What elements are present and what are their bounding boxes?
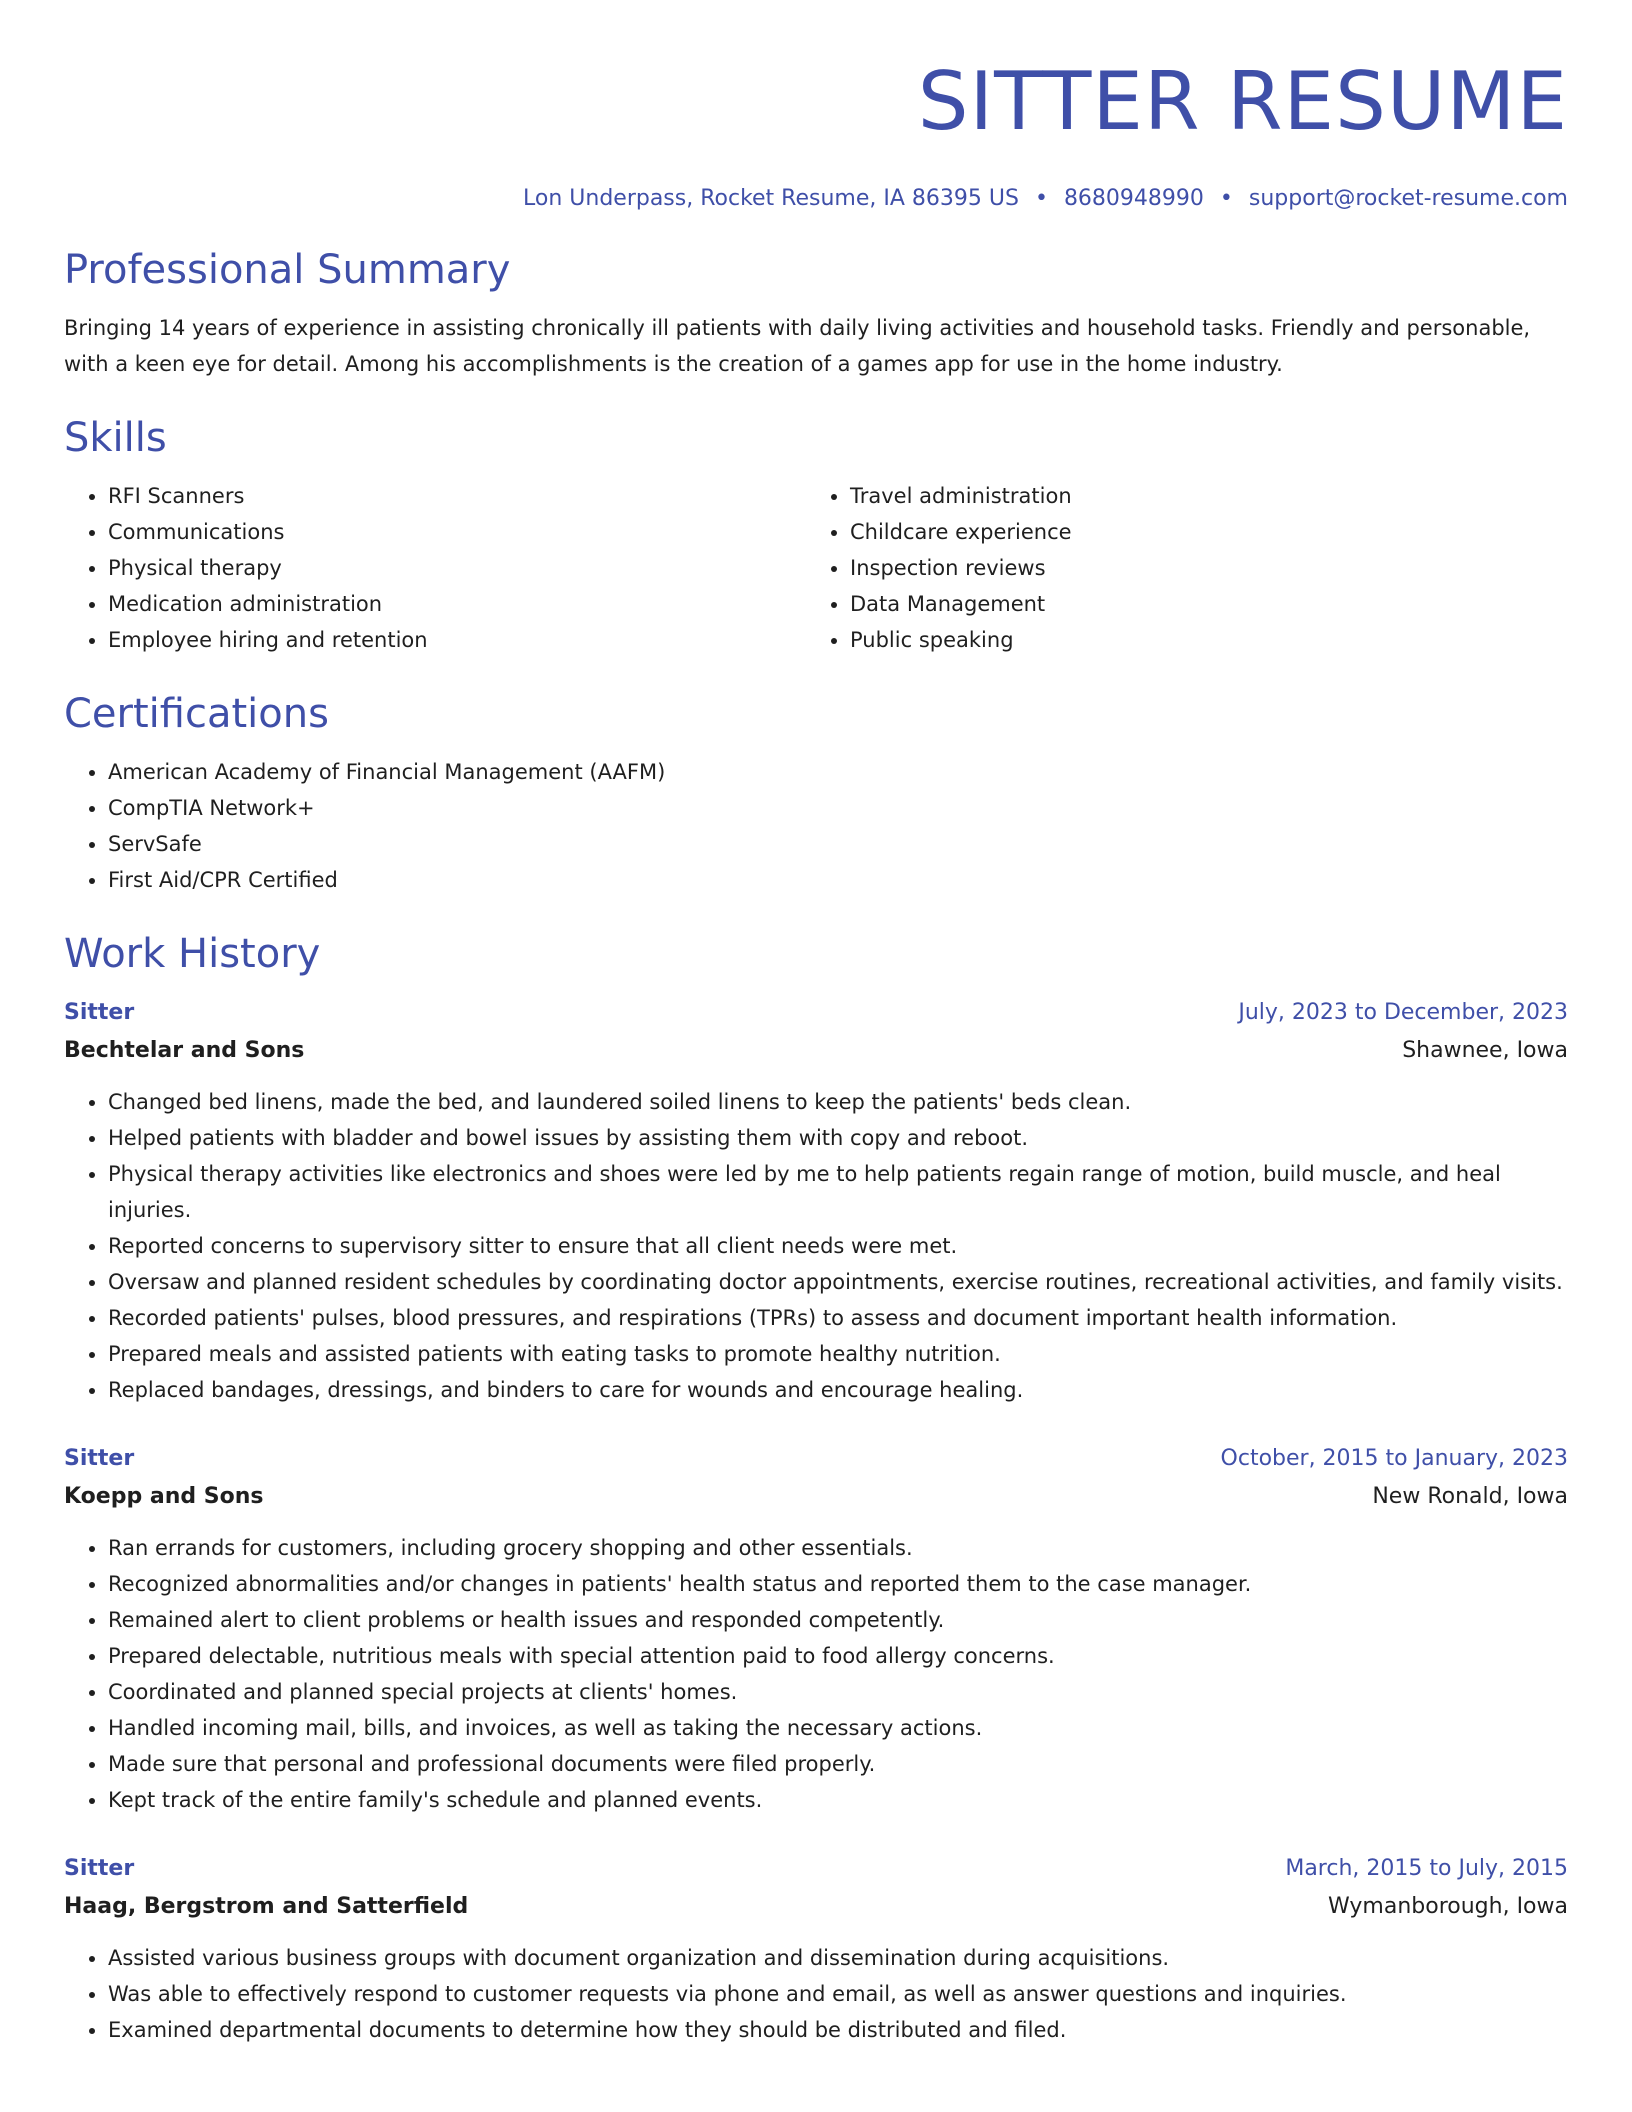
skills-columns (64, 478, 1568, 658)
certifications-section (64, 688, 1568, 898)
job-bullet-list (64, 1940, 1568, 2048)
job-entry (64, 994, 1568, 1408)
job-bullet: • Reported concerns to supervisory sitter to ensure that all client needs were met. (108, 1228, 1568, 1264)
job-bullet: • Assisted various business groups with document organization and dissemination during acquisitions. (108, 1940, 1568, 1976)
certification-item: • ServSafe (108, 826, 1568, 862)
job-bullet: • Ran errands for customers, including grocery shopping and other essentials. (108, 1530, 1568, 1566)
work-history-heading: Work History (64, 931, 321, 977)
skill-item: • Physical therapy (108, 550, 806, 586)
job-bullet: • Replaced bandages, dressings, and binders to care for wounds and encourage healing. (108, 1372, 1568, 1408)
job-bullet: • Recognized abnormalities and/or changes in patients' health status and reported them to the case manager. (108, 1566, 1568, 1602)
job-bullet-list (64, 1084, 1568, 1408)
job-bullet: • Recorded patients' pulses, blood pressures, and respirations (TPRs) to assess and document important health information. (108, 1300, 1568, 1336)
certification-item: • CompTIA Network+ (108, 790, 1568, 826)
job-bullet: • Was able to effectively respond to customer requests via phone and email, as well as answer questions and inquiries. (108, 1976, 1568, 2012)
job-entry (64, 1850, 1568, 2048)
skill-item: • Employee hiring and retention (108, 622, 806, 658)
contact-email: support@rocket-resume.com (1248, 186, 1568, 211)
skills-section (64, 412, 1568, 658)
certification-item: • First Aid/CPR Certified (108, 862, 1568, 898)
skill-item: • Childcare experience (850, 514, 1548, 550)
work-history-section (64, 928, 1568, 2048)
skill-item: • Travel administration (850, 478, 1548, 514)
job-company: Haag, Bergstrom and Satterfield (64, 1894, 469, 1919)
job-bullet: • Made sure that personal and professional documents were filed properly. (108, 1746, 1568, 1782)
resume-title: SITTER RESUME (917, 55, 1568, 148)
contact-separator: • (1219, 186, 1233, 211)
job-bullet: • Oversaw and planned resident schedules by coordinating doctor appointments, exercise routines, recreational activities, and family visits. (108, 1264, 1568, 1300)
job-company-row (64, 1888, 1568, 1926)
skill-item: • RFI Scanners (108, 478, 806, 514)
job-header-row (64, 1440, 1568, 1478)
summary-heading: Professional Summary (64, 247, 511, 293)
skill-item: • Public speaking (850, 622, 1548, 658)
job-bullet: • Handled incoming mail, bills, and invoices, as well as taking the necessary actions. (108, 1710, 1568, 1746)
job-bullet: • Helped patients with bladder and bowel issues by assisting them with copy and reboot. (108, 1120, 1568, 1156)
skills-column-left (64, 478, 806, 658)
contact-line (64, 184, 1568, 214)
skill-item: • Communications (108, 514, 806, 550)
job-location: Wymanborough, Iowa (1328, 1894, 1568, 1919)
job-entry (64, 1440, 1568, 1818)
job-bullet: • Remained alert to client problems or health issues and responded competently. (108, 1602, 1568, 1638)
summary-text: Bringing 14 years of experience in assisting chronically ill patients with daily living activities and household tasks. Friendly and personable, with a keen eye for detail. Among his accomplishments is the creation of a games app for use in the home industry. (64, 316, 1531, 376)
skills-list-left (64, 478, 806, 658)
job-dates: July, 2023 to December, 2023 (1238, 1000, 1568, 1025)
resume-page (64, 0, 1568, 2048)
job-title: Sitter (64, 1000, 135, 1025)
summary-section (64, 244, 1568, 382)
contact-address: Lon Underpass, Rocket Resume, IA 86395 US (523, 186, 1019, 211)
contact-phone: 8680948990 (1063, 186, 1204, 211)
job-bullet: • Changed bed linens, made the bed, and laundered soiled linens to keep the patients' beds clean. (108, 1084, 1568, 1120)
job-bullet: • Kept track of the entire family's schedule and planned events. (108, 1782, 1568, 1818)
job-bullet-list (64, 1530, 1568, 1818)
skills-list-right (806, 478, 1548, 658)
skill-item: • Inspection reviews (850, 550, 1548, 586)
job-company: Bechtelar and Sons (64, 1038, 305, 1063)
job-bullet: • Prepared delectable, nutritious meals with special attention paid to food allergy concerns. (108, 1638, 1568, 1674)
certification-item: • American Academy of Financial Management (AAFM) (108, 754, 1568, 790)
job-bullet: • Prepared meals and assisted patients with eating tasks to promote healthy nutrition. (108, 1336, 1568, 1372)
job-header-row (64, 1850, 1568, 1888)
contact-separator: • (1034, 186, 1048, 211)
job-bullet: • Physical therapy activities like electronics and shoes were led by me to help patients regain range of motion, build muscle, and heal injuries. (108, 1156, 1568, 1228)
job-bullet: • Examined departmental documents to determine how they should be distributed and filed. (108, 2012, 1568, 2048)
job-title: Sitter (64, 1856, 135, 1881)
certifications-heading: Certifications (64, 691, 329, 737)
skill-item: • Data Management (850, 586, 1548, 622)
skills-heading: Skills (64, 415, 167, 461)
job-title: Sitter (64, 1446, 135, 1471)
job-header-row (64, 994, 1568, 1032)
job-company-row (64, 1032, 1568, 1070)
job-dates: October, 2015 to January, 2023 (1220, 1446, 1568, 1471)
certifications-list (64, 754, 1568, 898)
job-location: New Ronald, Iowa (1372, 1484, 1568, 1509)
job-dates: March, 2015 to July, 2015 (1285, 1856, 1568, 1881)
skills-column-right (806, 478, 1548, 658)
job-bullet: • Coordinated and planned special projects at clients' homes. (108, 1674, 1568, 1710)
job-company: Koepp and Sons (64, 1484, 264, 1509)
job-company-row (64, 1478, 1568, 1516)
skill-item: • Medication administration (108, 586, 806, 622)
job-location: Shawnee, Iowa (1402, 1038, 1568, 1063)
